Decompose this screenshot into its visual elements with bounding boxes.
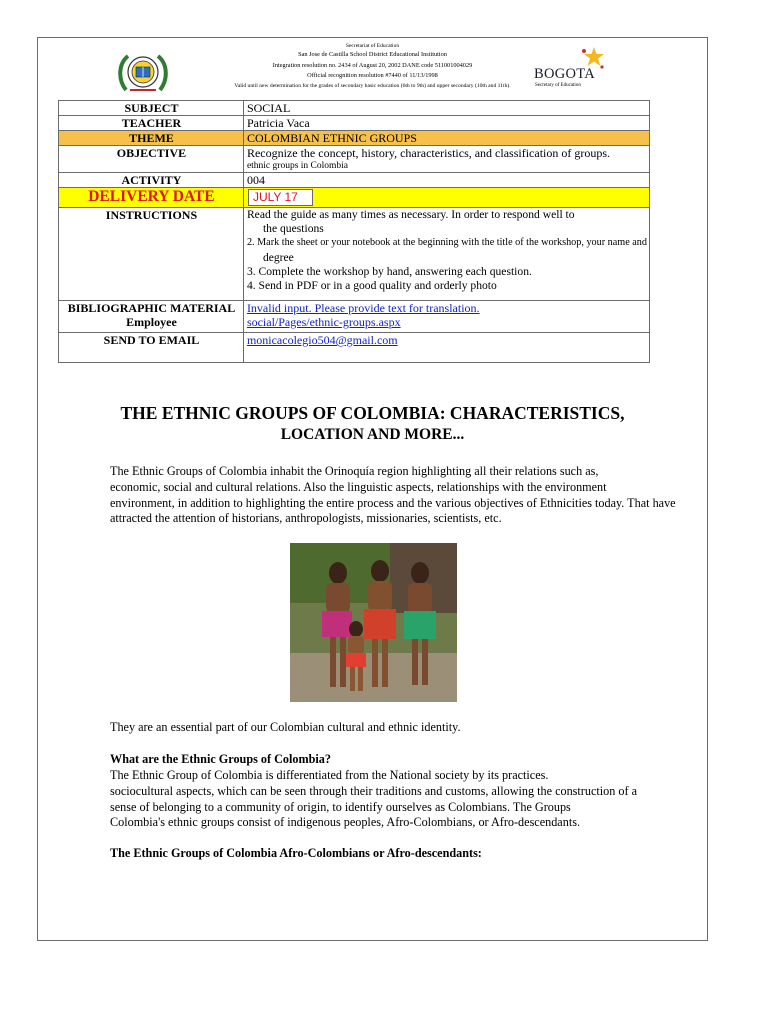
email-value-cell [243,333,649,363]
ethnic-group-photo [290,543,457,702]
answer-paragraph-1 [110,768,690,831]
activity-value: 004 [243,173,649,188]
subject-value: SOCIAL [243,101,649,116]
row-objective [59,146,650,173]
instructions-value [243,208,649,301]
question-heading-2: The Ethnic Groups of Colombia Afro-Colombians or Afro-descendants: [110,846,482,860]
intro-paragraph [110,464,690,527]
instructions-list [247,208,647,300]
row-activity [59,173,650,188]
objective-label: OBJECTIVE [59,146,244,173]
instruction-line: 3. Complete the workshop by hand, answering each question. [246,264,532,278]
bogota-logo [534,46,614,90]
activity-label: ACTIVITY [59,173,244,188]
article-title-line-2: LOCATION AND MORE... [280,426,465,443]
header-line-3: Integration resolution no. 2434 of August 20, 2002 DANE code 511001004029 [272,61,473,69]
answer-line: The Ethnic Group of Colombia is differentiated from the National society by its practices. [110,768,549,782]
article-title-line-1: THE ETHNIC GROUPS OF COLOMBIA: CHARACTERISTICS, [120,403,625,423]
answer-line: sociocultural aspects, which can be seen through their traditions and customs, allowing the construction of a [110,783,637,798]
intro-line: attracted the attention of historians, anthropologists, missionaries, scientists, etc. [110,511,502,526]
bibliography-value [243,301,649,333]
intro-line: economic, social and cultural relations. Also the linguistic aspects, relationships with the environment [110,479,607,494]
document-header [38,38,707,100]
question-heading-1: What are the Ethnic Groups of Colombia? [110,752,331,766]
objective-text-main: Recognize the concept, history, characteristics, and classification of groups. [246,146,611,160]
header-line-1: Secretariat of Education [345,43,400,49]
intro-line: environment, in addition to highlighting the entire process and the various objectives of Ethnicities today. That have [110,495,676,510]
header-line-5: Valid until new determination for the grades of secondary basic education (6th to 9th) and upper secondary (10th and 11th). [234,82,511,89]
instruction-line: Read the guide as many times as necessary. In order to respond well to [246,208,575,221]
document-page [37,37,708,941]
email-label: SEND TO EMAIL [59,333,244,363]
delivery-date-value: JULY 17 [248,189,313,206]
teacher-label: TEACHER [59,116,244,131]
row-teacher [59,116,650,131]
instruction-line: degree [262,250,294,264]
intro-line: The Ethnic Groups of Colombia inhabit the Orinoquía region highlighting all their relations such as, [110,464,599,478]
bogota-wordmark: BOGOTA [534,66,596,82]
row-subject [59,101,650,116]
answer-line: Colombia's ethnic groups consist of indigenous peoples, Afro-Colombians, or Afro-descendants. [110,815,580,830]
row-delivery-date [59,188,650,208]
instruction-line: the questions [262,222,324,236]
bibliography-label-1: BIBLIOGRAPHIC MATERIAL [67,301,236,315]
answer-line: sense of belonging to a community of origin, to identify ourselves as Colombians. The Groups [110,799,571,814]
delivery-label-cell [59,188,244,208]
row-bibliography [59,301,650,333]
photo-caption: They are an essential part of our Colombian cultural and ethnic identity. [110,720,461,734]
objective-text-sub: ethnic groups in Colombia [246,161,348,171]
header-line-2: San Jose de Castilla School District Educational Institution [298,51,447,58]
instruction-line: 2. Mark the sheet or your notebook at the beginning with the title of the workshop, your name and [246,237,647,249]
delivery-value-cell [243,188,649,208]
bibliography-label-2: Employee [126,315,177,329]
bogota-subtitle: Secretary of Education [535,83,581,88]
delivery-date-label: DELIVERY DATE [88,188,215,205]
theme-value: COLOMBIAN ETHNIC GROUPS [243,131,649,146]
bibliography-label [59,301,244,333]
article-title [38,402,707,446]
bibliography-link-2[interactable]: social/Pages/ethnic-groups.aspx [246,315,401,329]
instructions-label: INSTRUCTIONS [59,208,244,301]
row-instructions [59,208,650,301]
subject-label: SUBJECT [59,101,244,116]
bibliography-link-1[interactable]: Invalid input. Please provide text for translation. [246,301,480,315]
header-line-4: Official recognition resolution #7440 of 11/13/1998 [307,72,438,80]
row-email [59,333,650,363]
theme-label: THEME [59,131,244,146]
instruction-line: 4. Send in PDF or in a good quality and orderly photo [246,279,497,293]
objective-value [243,146,649,173]
row-theme [59,131,650,146]
workshop-info-table [58,100,650,363]
email-link[interactable]: monicacolegio504@gmail.com [246,333,398,347]
teacher-value: Patricia Vaca [243,116,649,131]
